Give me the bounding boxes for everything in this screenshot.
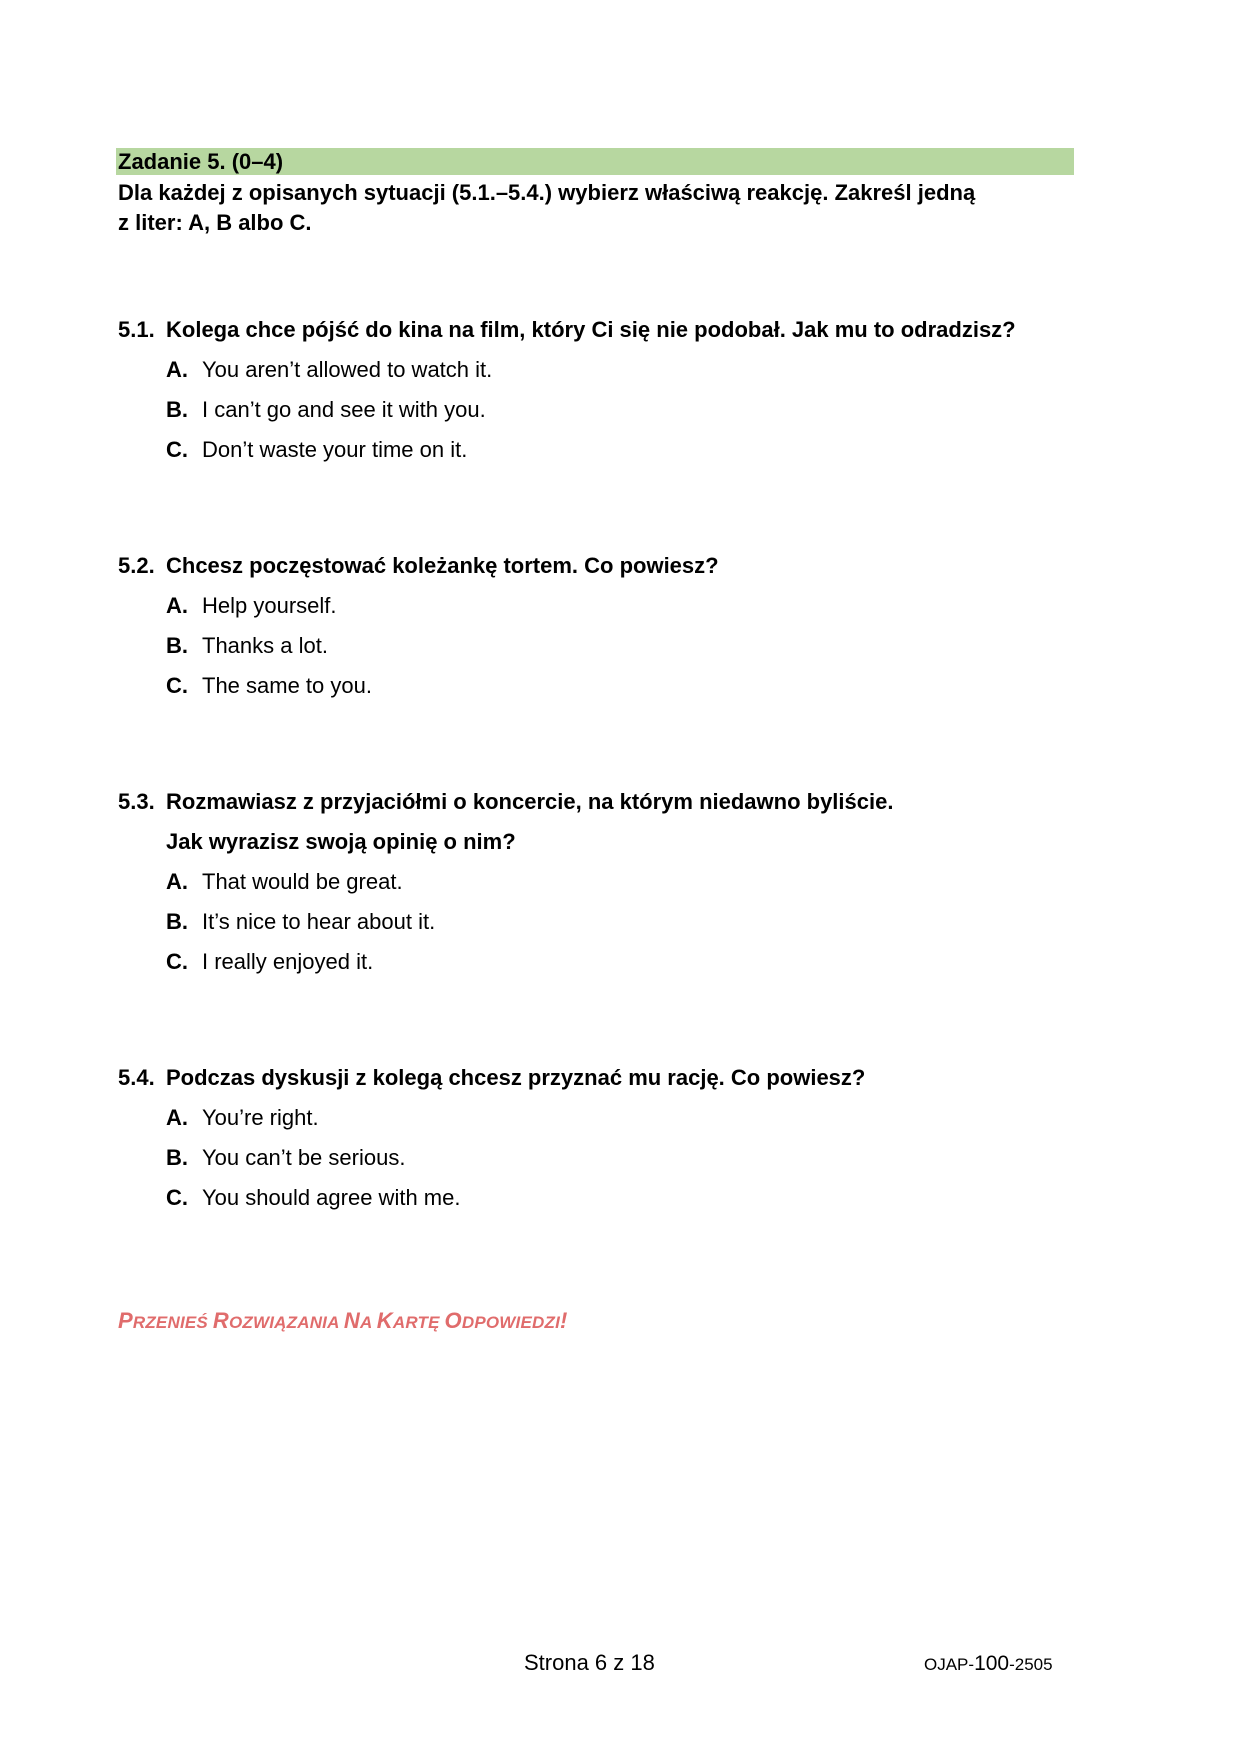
question-number: 5.4. [118,1065,155,1090]
option-text: You should agree with me. [202,1185,461,1210]
option-b[interactable] [118,390,1078,430]
option-b[interactable] [118,626,1078,666]
option-a[interactable] [118,586,1078,626]
instruction-line-1: Dla każdej z opisanych sytuacji (5.1.–5.4.) wybierz właściwą reakcję. Zakreśl jedną [118,180,976,205]
page-number: Strona 6 z 18 [524,1650,655,1675]
option-letter: B. [166,909,188,934]
question-number: 5.3. [118,789,155,814]
option-text: Don’t waste your time on it. [202,437,468,462]
option-a[interactable] [118,862,1078,902]
option-letter: C. [166,1185,188,1210]
question-text: Podczas dyskusji z kolegą chcesz przyznać mu rację. Co powiesz? [166,1065,866,1090]
option-letter: C. [166,673,188,698]
option-b[interactable] [118,902,1078,942]
question-text-continued: Jak wyrazisz swoją opinię o nim? [166,829,516,854]
option-text: I can’t go and see it with you. [202,397,486,422]
option-text: Help yourself. [202,593,337,618]
option-text: You aren’t allowed to watch it. [202,357,493,382]
question-5-4 [118,1058,1078,1218]
option-letter: B. [166,633,188,658]
option-c[interactable] [118,1178,1078,1218]
option-text: I really enjoyed it. [202,949,374,974]
question-text: Chcesz poczęstować koleżankę tortem. Co powiesz? [166,553,719,578]
option-b[interactable] [118,1138,1078,1178]
question-5-1 [118,310,1078,470]
option-c[interactable] [118,666,1078,706]
option-letter: B. [166,397,188,422]
option-c[interactable] [118,942,1078,982]
option-letter: A. [166,357,188,382]
question-text: Rozmawiasz z przyjaciółmi o koncercie, na którym niedawno byliście. [166,789,894,814]
option-letter: A. [166,593,188,618]
question-5-2 [118,546,1078,706]
option-letter: C. [166,949,188,974]
instruction-line-2: z liter: A, B albo C. [118,210,312,235]
question-text: Kolega chce pójść do kina na film, który Ci się nie podobał. Jak mu to odradzisz? [166,317,1016,342]
task-instruction [118,178,1078,238]
question-number: 5.1. [118,317,155,342]
exam-code: OJAP-100-2505 [924,1652,1053,1675]
option-text: You’re right. [202,1105,319,1130]
task-header: Zadanie 5. (0–4) [116,148,1074,175]
option-text: The same to you. [202,673,372,698]
option-a[interactable] [118,1098,1078,1138]
option-text: Thanks a lot. [202,633,328,658]
question-5-3 [118,782,1078,982]
option-letter: B. [166,1145,188,1170]
option-letter: C. [166,437,188,462]
option-c[interactable] [118,430,1078,470]
transfer-answers-note: PRZENIEŚ ROZWIĄZANIA NA KARTĘ ODPOWIEDZI! [118,1308,568,1333]
option-text: It’s nice to hear about it. [202,909,436,934]
option-text: That would be great. [202,869,403,894]
option-a[interactable] [118,350,1078,390]
option-text: You can’t be serious. [202,1145,406,1170]
option-letter: A. [166,869,188,894]
option-letter: A. [166,1105,188,1130]
question-number: 5.2. [118,553,155,578]
